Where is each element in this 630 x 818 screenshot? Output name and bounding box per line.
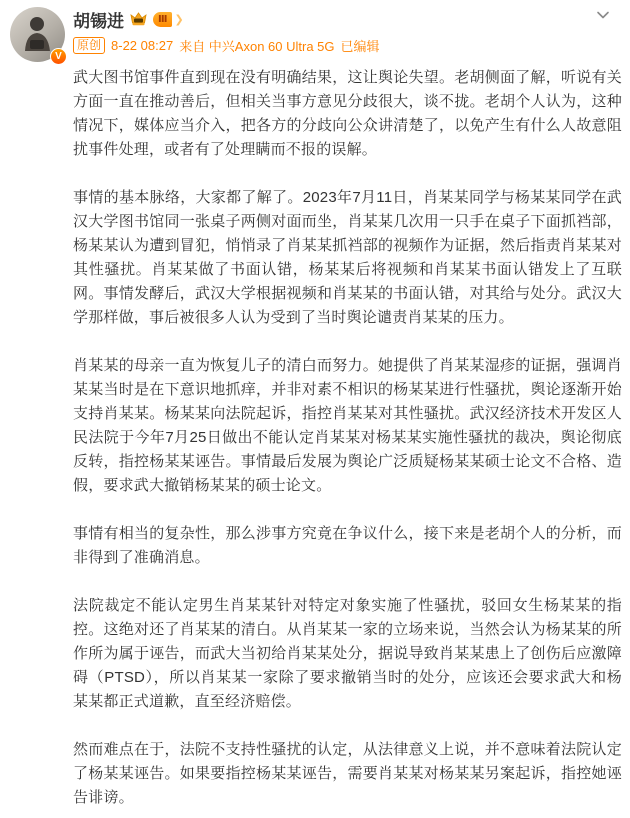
post-paragraph: 武大图书馆事件直到现在没有明确结果，这让舆论失望。老胡侧面了解，听说有关方面一直在推动善后，但相关当事方意见分歧很大，谈不拢。老胡个人认为，这种情况下，媒体应当介入，把各方的分歧向公众讲清楚了，以免产生有什么人故意阻扰事件处理，或者有了处理瞒而不报的误解。 — [73, 69, 622, 158]
post-meta — [73, 36, 630, 55]
post-paragraph: 事情的基本脉络，大家都了解了。2023年7月11日，肖某某同学与杨某某同学在武汉大学图书馆同一张桌子两侧对面而坐，肖某某几次用一只手在桌子下面抓裆部，杨某某认为遭到冒犯，悄悄录了肖某某抓裆部的视频作为证据，然后指责肖某某对其性骚扰。肖某某做了书面认错，杨某某后将视频和肖某某书面认错发上了互联网。事情发酵后，武汉大学根据视频和肖某某的书面认错，对其给与处分。武汉大学那样做，事后被很多人认为受到了当时舆论谴责肖某某的压力。 — [73, 189, 622, 326]
edited-label: 已编辑 — [340, 39, 380, 54]
vip-badge-tail-icon: ❯ — [174, 13, 184, 26]
chevron-down-icon[interactable] — [594, 6, 612, 24]
vip-crown-icon — [129, 11, 148, 27]
verified-v-icon: V — [50, 48, 67, 65]
timestamp: 8-22 08:27 — [111, 38, 174, 53]
source-device[interactable]: 来自 中兴Axon 60 Ultra 5G — [179, 39, 335, 54]
post-paragraph: 事情有相当的复杂性，那么涉事方究竟在争议什么，接下来是老胡个人的分析，而非得到了准确消息。 — [73, 525, 622, 566]
post-paragraph: 肖某某的母亲一直为恢复儿子的清白而努力。她提供了肖某某湿疹的证据，强调肖某某当时是在下意识地抓痒，并非对素不相识的杨某某进行性骚扰，舆论逐渐开始支持肖某某。杨某某向法院起诉，指控肖某某对其性骚扰。武汉经济技术开发区人民法院于今年7月25日做出不能认定肖某某对杨某某实施性骚扰的裁决，舆论彻底反转，指控杨某某诬告。事情最后发展为舆论广泛质疑杨某某硕士论文不合格、造假，要求武大撤销杨某某的硕士论文。 — [73, 357, 622, 494]
post-paragraph: 法院裁定不能认定男生肖某某针对特定对象实施了性骚扰，驳回女生杨某某的指控。这绝对还了肖某某的清白。从肖某某一家的立场来说，当然会认为杨某某的所作所为属于诬告，而武大当初给肖某某处分，据说导致肖某某患上了创伤后应激障碍（PTSD），所以肖某某一家除了要求撤销当时的处分，应该还会要求武大和杨某某都正式道歉，直至经济赔偿。 — [73, 597, 622, 710]
post-header — [0, 0, 630, 62]
vip-level-badge: Ⅲ — [153, 12, 172, 27]
post-body — [0, 58, 630, 816]
original-badge: 原创 — [73, 37, 105, 54]
name-row — [73, 7, 630, 31]
username[interactable]: 胡锡进 — [73, 11, 124, 31]
avatar[interactable] — [10, 7, 65, 62]
post-paragraph: 然而难点在于，法院不支持性骚扰的认定，从法律意义上说，并不意味着法院认定了杨某某诬告。如果要指控杨某某诬告，需要肖某某对杨某某另案起诉，指控她诬告诽谤。 — [73, 741, 622, 806]
